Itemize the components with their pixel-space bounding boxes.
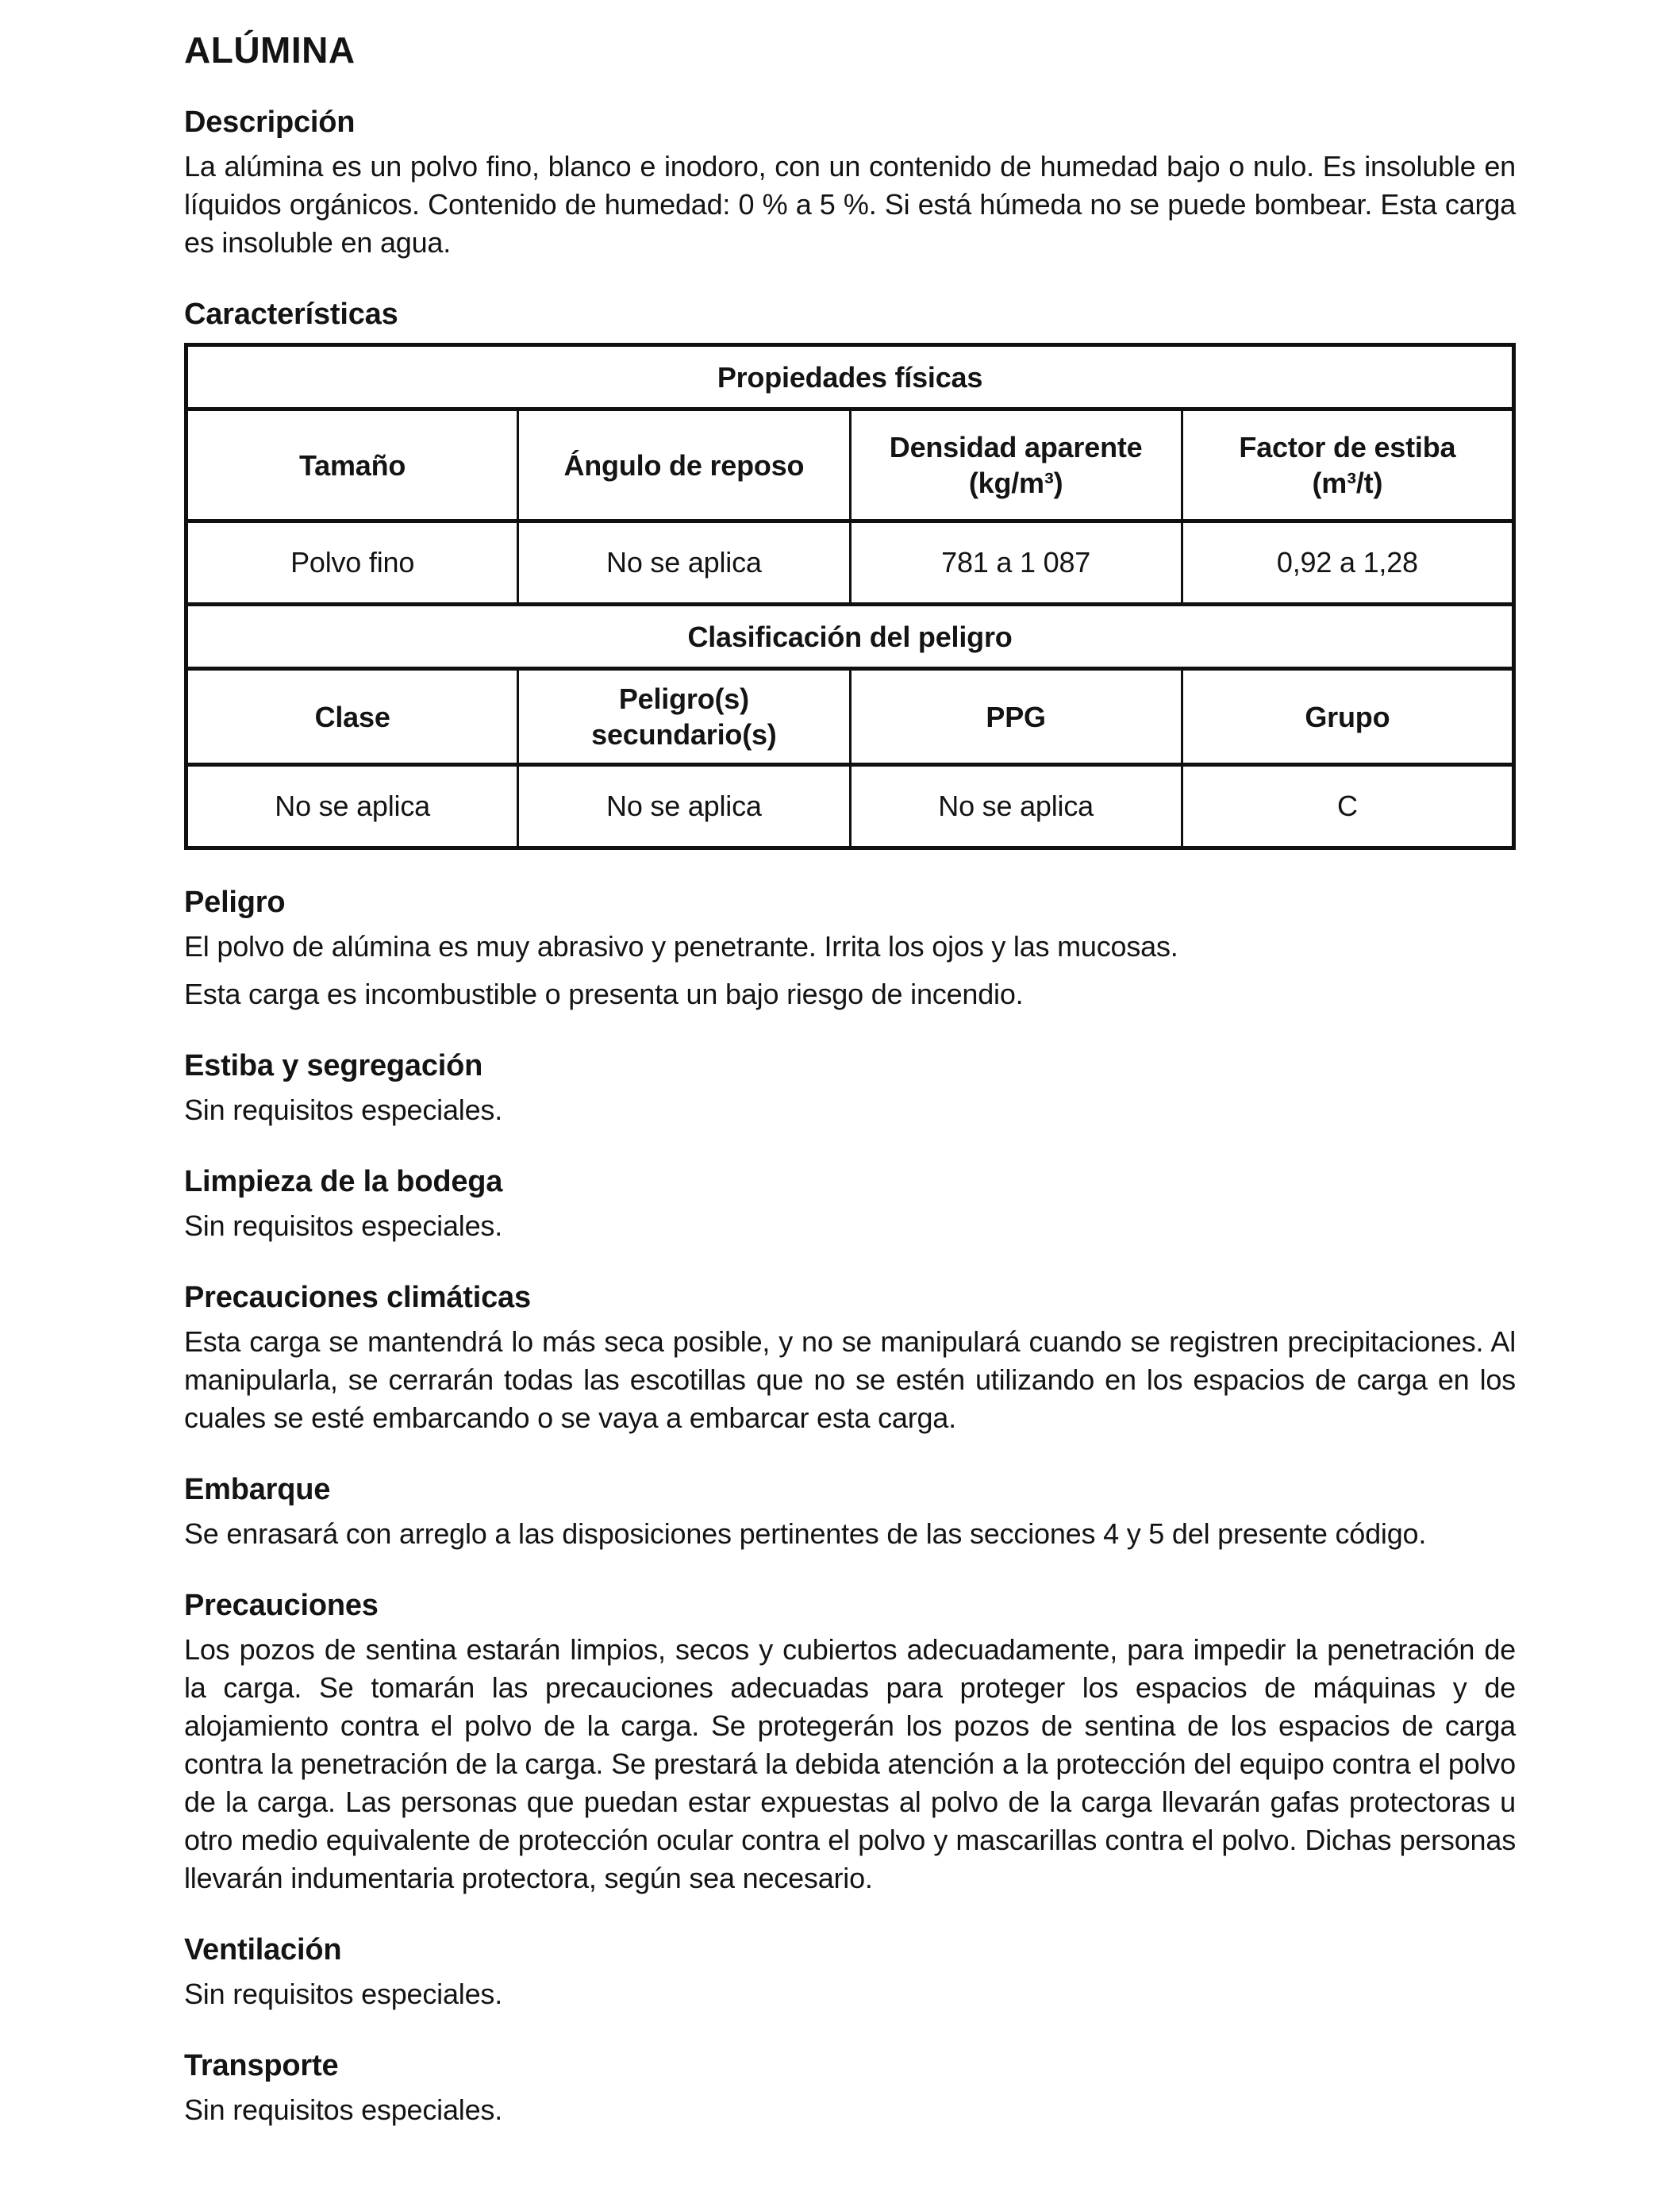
physical-properties-data-row	[186, 521, 1514, 605]
paragraph-ventilacion: Sin requisitos especiales.	[184, 1978, 503, 2010]
paragraph-transporte: Sin requisitos especiales.	[184, 2093, 503, 2126]
col-header-factor-unit: (m³/t)	[1312, 467, 1383, 499]
heading-estiba-y-segregacion: Estiba y segregación	[184, 1049, 483, 1082]
physical-properties-header-row	[186, 409, 1514, 521]
cell-angulo-value: No se aplica	[518, 521, 850, 605]
cell-densidad-value: 781 a 1 087	[850, 521, 1182, 605]
cell-peligro-secundario-value: No se aplica	[518, 765, 850, 848]
page-title: ALÚMINA	[184, 29, 356, 71]
physical-properties-title: Propiedades físicas	[186, 345, 1514, 409]
heading-caracteristicas: Características	[184, 298, 398, 331]
col-header-densidad-label: Densidad aparente	[889, 431, 1143, 463]
col-header-peligro-secundario: Peligro(s) secundario(s)	[518, 669, 850, 765]
cell-tamano-value: Polvo fino	[186, 521, 518, 605]
col-header-densidad-aparente	[850, 409, 1182, 521]
col-header-tamano	[186, 409, 518, 521]
paragraph-estiba: Sin requisitos especiales.	[184, 1094, 503, 1126]
cell-ppg-value: No se aplica	[850, 765, 1182, 848]
col-header-angulo-label: Ángulo de reposo	[563, 448, 805, 482]
col-header-clase: Clase	[186, 669, 518, 765]
col-header-angulo-de-reposo	[518, 409, 850, 521]
hazard-classification-data-row	[186, 765, 1514, 848]
paragraph-precauciones: Los pozos de sentina estarán limpios, secos y cubiertos adecuadamente, para impedir la penetración de la carga. Se tomarán las precauciones adecuadas para proteger los espacios de máquinas y de alojamiento contra el polvo de la carga. Se protegerán los pozos de sentina de los espacios de carga contra la penetración de la carga. Se prestará la debida atención a la protección del equipo contra el polvo de la carga. Las personas que puedan estar expuestas al polvo de la carga llevarán gafas protectoras u otro medio equivalente de protección ocular contra el polvo y mascarillas contra el polvo. Dichas personas llevarán indumentaria protectora, según sea necesario.	[184, 1633, 1516, 1894]
physical-properties-title-row	[186, 345, 1514, 409]
heading-precauciones: Precauciones	[184, 1589, 379, 1622]
heading-embarque: Embarque	[184, 1473, 331, 1506]
heading-ventilacion: Ventilación	[184, 1933, 342, 1967]
characteristics-table	[184, 343, 1516, 850]
paragraph-embarque: Se enrasará con arreglo a las disposiciones pertinentes de las secciones 4 y 5 del presente código.	[184, 1517, 1427, 1550]
heading-peligro: Peligro	[184, 886, 286, 919]
paragraph-limpieza: Sin requisitos especiales.	[184, 1209, 503, 1242]
col-header-factor-de-estiba	[1182, 409, 1513, 521]
cell-grupo-value: C	[1182, 765, 1513, 848]
paragraph-precauciones-climaticas: Esta carga se mantendrá lo más seca posible, y no se manipulará cuando se registren precipitaciones. Al manipularla, se cerrarán todas las escotillas que no se estén utilizando en los espacios de carga en los cuales se esté embarcando o se vaya a embarcar esta carga.	[184, 1325, 1516, 1434]
col-header-ppg: PPG	[850, 669, 1182, 765]
cell-clase-value: No se aplica	[186, 765, 518, 848]
col-header-densidad-unit: (kg/m³)	[968, 467, 1063, 499]
hazard-classification-header-row	[186, 669, 1514, 765]
col-header-grupo: Grupo	[1182, 669, 1513, 765]
heading-limpieza-de-la-bodega: Limpieza de la bodega	[184, 1165, 503, 1198]
col-header-tamano-label: Tamaño	[299, 448, 406, 482]
paragraph-peligro-2: Esta carga es incombustible o presenta un bajo riesgo de incendio.	[184, 978, 1024, 1010]
hazard-classification-title-row	[186, 605, 1514, 669]
heading-transporte: Transporte	[184, 2049, 339, 2082]
paragraph-descripcion: La alúmina es un polvo fino, blanco e inodoro, con un contenido de humedad bajo o nulo. Es insoluble en líquidos orgánicos. Contenido de humedad: 0 % a 5 %. Si está húmeda no se puede bombear. Esta carga es insoluble en agua.	[184, 150, 1516, 259]
heading-descripcion: Descripción	[184, 106, 356, 139]
heading-precauciones-climaticas: Precauciones climáticas	[184, 1281, 531, 1314]
cell-factor-value: 0,92 a 1,28	[1182, 521, 1513, 605]
paragraph-peligro-1: El polvo de alúmina es muy abrasivo y penetrante. Irrita los ojos y las mucosas.	[184, 930, 1178, 963]
col-header-factor-label: Factor de estiba	[1239, 431, 1456, 463]
hazard-classification-title: Clasificación del peligro	[186, 605, 1514, 669]
